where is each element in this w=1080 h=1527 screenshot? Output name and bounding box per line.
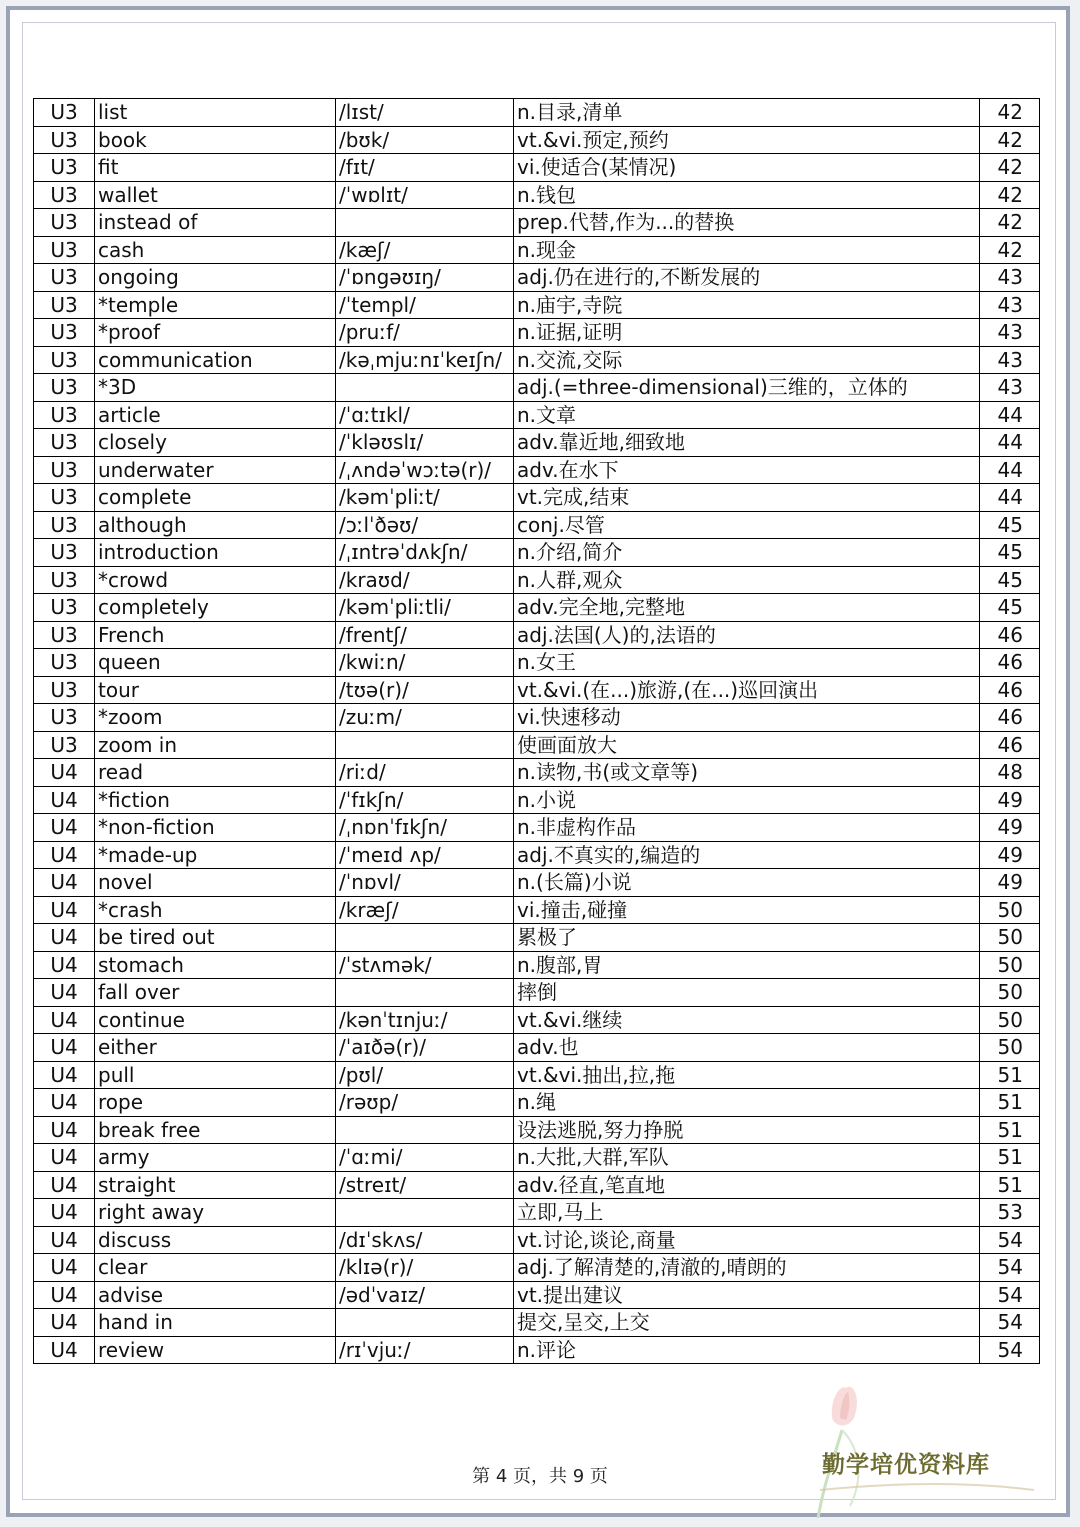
meaning-cell: adv.也 xyxy=(514,1034,980,1062)
word-cell: right away xyxy=(95,1199,336,1227)
table-row xyxy=(34,374,1040,402)
meaning-cell: 摔倒 xyxy=(514,979,980,1007)
meaning-cell: 累极了 xyxy=(514,924,980,952)
phonetic-cell: /kwiːn/ xyxy=(336,649,514,677)
page-cell: 51 xyxy=(980,1171,1040,1199)
phonetic-cell: /dɪˈskʌs/ xyxy=(336,1226,514,1254)
unit-cell: U4 xyxy=(34,841,95,869)
phonetic-cell xyxy=(336,1309,514,1337)
page-cell: 49 xyxy=(980,869,1040,897)
phonetic-cell xyxy=(336,979,514,1007)
meaning-cell: vt.&vi.抽出,拉,拖 xyxy=(514,1061,980,1089)
page-cell: 50 xyxy=(980,1006,1040,1034)
phonetic-cell: /ədˈvaɪz/ xyxy=(336,1281,514,1309)
unit-cell: U4 xyxy=(34,869,95,897)
word-cell: be tired out xyxy=(95,924,336,952)
unit-cell: U3 xyxy=(34,401,95,429)
phonetic-cell: /streɪt/ xyxy=(336,1171,514,1199)
unit-cell: U3 xyxy=(34,594,95,622)
table-row xyxy=(34,456,1040,484)
meaning-cell: adj.法国(人)的,法语的 xyxy=(514,621,980,649)
meaning-cell: vt.完成,结束 xyxy=(514,484,980,512)
word-cell: ongoing xyxy=(95,264,336,292)
watermark-text: 勤学培优资料库 xyxy=(822,1451,990,1478)
word-cell: advise xyxy=(95,1281,336,1309)
meaning-cell: adj.不真实的,编造的 xyxy=(514,841,980,869)
table-row xyxy=(34,484,1040,512)
phonetic-cell: /bʊk/ xyxy=(336,126,514,154)
page-cell: 42 xyxy=(980,181,1040,209)
table-row xyxy=(34,126,1040,154)
phonetic-cell: /ˈɑːmi/ xyxy=(336,1144,514,1172)
word-cell: continue xyxy=(95,1006,336,1034)
unit-cell: U3 xyxy=(34,429,95,457)
word-cell: *fiction xyxy=(95,786,336,814)
meaning-cell: n.证据,证明 xyxy=(514,319,980,347)
page-cell: 49 xyxy=(980,786,1040,814)
unit-cell: U3 xyxy=(34,676,95,704)
phonetic-cell xyxy=(336,731,514,759)
table-row xyxy=(34,1034,1040,1062)
table-row xyxy=(34,566,1040,594)
meaning-cell: adv.径直,笔直地 xyxy=(514,1171,980,1199)
word-cell: introduction xyxy=(95,539,336,567)
meaning-cell: 提交,呈交,上交 xyxy=(514,1309,980,1337)
meaning-cell: adj.了解清楚的,清澈的,晴朗的 xyxy=(514,1254,980,1282)
word-cell: stomach xyxy=(95,951,336,979)
table-row xyxy=(34,814,1040,842)
phonetic-cell: /ˈstʌmək/ xyxy=(336,951,514,979)
phonetic-cell: /ˌnɒnˈfɪkʃn/ xyxy=(336,814,514,842)
meaning-cell: n.人群,观众 xyxy=(514,566,980,594)
table-row xyxy=(34,731,1040,759)
phonetic-cell xyxy=(336,374,514,402)
phonetic-cell: /frentʃ/ xyxy=(336,621,514,649)
unit-cell: U4 xyxy=(34,1199,95,1227)
unit-cell: U4 xyxy=(34,1034,95,1062)
meaning-cell: n.庙宇,寺院 xyxy=(514,291,980,319)
phonetic-cell xyxy=(336,1116,514,1144)
word-cell: fit xyxy=(95,154,336,182)
page-cell: 50 xyxy=(980,896,1040,924)
meaning-cell: adv.完全地,完整地 xyxy=(514,594,980,622)
page-cell: 54 xyxy=(980,1281,1040,1309)
unit-cell: U4 xyxy=(34,1254,95,1282)
word-cell: queen xyxy=(95,649,336,677)
phonetic-cell: /ˈnɒvl/ xyxy=(336,869,514,897)
table-row xyxy=(34,924,1040,952)
unit-cell: U4 xyxy=(34,759,95,787)
unit-cell: U3 xyxy=(34,484,95,512)
page-cell: 44 xyxy=(980,456,1040,484)
table-row xyxy=(34,319,1040,347)
table-row xyxy=(34,979,1040,1007)
table-row xyxy=(34,181,1040,209)
page-cell: 43 xyxy=(980,319,1040,347)
phonetic-cell: /rəʊp/ xyxy=(336,1089,514,1117)
table-row xyxy=(34,346,1040,374)
page-cell: 46 xyxy=(980,649,1040,677)
meaning-cell: vt.&vi.(在...)旅游,(在...)巡回演出 xyxy=(514,676,980,704)
page-cell: 46 xyxy=(980,704,1040,732)
meaning-cell: n.大批,大群,军队 xyxy=(514,1144,980,1172)
page-cell: 43 xyxy=(980,374,1040,402)
page-cell: 44 xyxy=(980,484,1040,512)
unit-cell: U4 xyxy=(34,1281,95,1309)
phonetic-cell: /ɔːlˈðəʊ/ xyxy=(336,511,514,539)
table-row xyxy=(34,951,1040,979)
meaning-cell: 设法逃脱,努力挣脱 xyxy=(514,1116,980,1144)
word-cell: although xyxy=(95,511,336,539)
unit-cell: U4 xyxy=(34,1006,95,1034)
table-row xyxy=(34,621,1040,649)
meaning-cell: adv.在水下 xyxy=(514,456,980,484)
page-cell: 42 xyxy=(980,126,1040,154)
vocabulary-table-body xyxy=(34,99,1040,1364)
phonetic-cell: /ˈɒngəʊɪŋ/ xyxy=(336,264,514,292)
phonetic-cell xyxy=(336,209,514,237)
table-row xyxy=(34,649,1040,677)
page-number-footer: 第 4 页，共 9 页 xyxy=(472,1466,608,1487)
word-cell: zoom in xyxy=(95,731,336,759)
meaning-cell: vt.提出建议 xyxy=(514,1281,980,1309)
word-cell: hand in xyxy=(95,1309,336,1337)
table-row xyxy=(34,759,1040,787)
unit-cell: U3 xyxy=(34,374,95,402)
page-cell: 43 xyxy=(980,264,1040,292)
table-row xyxy=(34,1199,1040,1227)
unit-cell: U3 xyxy=(34,236,95,264)
phonetic-cell: /ˈtempl/ xyxy=(336,291,514,319)
phonetic-cell: /zuːm/ xyxy=(336,704,514,732)
unit-cell: U3 xyxy=(34,649,95,677)
meaning-cell: 使画面放大 xyxy=(514,731,980,759)
phonetic-cell: /kəmˈpliːtli/ xyxy=(336,594,514,622)
meaning-cell: n.读物,书(或文章等) xyxy=(514,759,980,787)
table-row xyxy=(34,209,1040,237)
unit-cell: U4 xyxy=(34,924,95,952)
meaning-cell: n.介绍,简介 xyxy=(514,539,980,567)
meaning-cell: n.小说 xyxy=(514,786,980,814)
unit-cell: U4 xyxy=(34,1089,95,1117)
phonetic-cell xyxy=(336,924,514,952)
page-cell: 42 xyxy=(980,154,1040,182)
meaning-cell: n.文章 xyxy=(514,401,980,429)
meaning-cell: adj.(=three-dimensional)三维的，立体的 xyxy=(514,374,980,402)
word-cell: *zoom xyxy=(95,704,336,732)
phonetic-cell xyxy=(336,1199,514,1227)
page-cell: 51 xyxy=(980,1089,1040,1117)
page-cell: 45 xyxy=(980,539,1040,567)
table-row xyxy=(34,264,1040,292)
word-cell: clear xyxy=(95,1254,336,1282)
meaning-cell: n.非虚构作品 xyxy=(514,814,980,842)
table-row xyxy=(34,869,1040,897)
meaning-cell: n.评论 xyxy=(514,1336,980,1364)
table-row xyxy=(34,1089,1040,1117)
page-cell: 43 xyxy=(980,291,1040,319)
phonetic-cell: /ˈkləʊslɪ/ xyxy=(336,429,514,457)
phonetic-cell: /pruːf/ xyxy=(336,319,514,347)
word-cell: either xyxy=(95,1034,336,1062)
meaning-cell: n.腹部,胃 xyxy=(514,951,980,979)
table-row xyxy=(34,1006,1040,1034)
unit-cell: U4 xyxy=(34,951,95,979)
word-cell: fall over xyxy=(95,979,336,1007)
phonetic-cell: /kraʊd/ xyxy=(336,566,514,594)
table-row xyxy=(34,1144,1040,1172)
meaning-cell: n.现金 xyxy=(514,236,980,264)
page-cell: 49 xyxy=(980,814,1040,842)
page-cell: 51 xyxy=(980,1061,1040,1089)
word-cell: communication xyxy=(95,346,336,374)
table-row xyxy=(34,1226,1040,1254)
table-row xyxy=(34,1254,1040,1282)
word-cell: novel xyxy=(95,869,336,897)
phonetic-cell: /klɪə(r)/ xyxy=(336,1254,514,1282)
page-cell: 51 xyxy=(980,1144,1040,1172)
phonetic-cell: /ˈwɒlɪt/ xyxy=(336,181,514,209)
page-cell: 43 xyxy=(980,346,1040,374)
page-cell: 54 xyxy=(980,1336,1040,1364)
page-cell: 49 xyxy=(980,841,1040,869)
unit-cell: U3 xyxy=(34,99,95,127)
word-cell: *3D xyxy=(95,374,336,402)
phonetic-cell: /ˈaɪðə(r)/ xyxy=(336,1034,514,1062)
word-cell: *crash xyxy=(95,896,336,924)
page-cell: 50 xyxy=(980,1034,1040,1062)
word-cell: *made-up xyxy=(95,841,336,869)
word-cell: tour xyxy=(95,676,336,704)
table-row xyxy=(34,704,1040,732)
unit-cell: U3 xyxy=(34,511,95,539)
vocabulary-table xyxy=(33,98,1040,1364)
unit-cell: U3 xyxy=(34,704,95,732)
table-row xyxy=(34,1281,1040,1309)
word-cell: list xyxy=(95,99,336,127)
unit-cell: U3 xyxy=(34,566,95,594)
word-cell: instead of xyxy=(95,209,336,237)
page-cell: 45 xyxy=(980,511,1040,539)
word-cell: *proof xyxy=(95,319,336,347)
word-cell: completely xyxy=(95,594,336,622)
table-row xyxy=(34,1061,1040,1089)
phonetic-cell: /kræʃ/ xyxy=(336,896,514,924)
page-cell: 45 xyxy=(980,594,1040,622)
unit-cell: U4 xyxy=(34,1116,95,1144)
phonetic-cell: /kəmˈpliːt/ xyxy=(336,484,514,512)
word-cell: pull xyxy=(95,1061,336,1089)
word-cell: *crowd xyxy=(95,566,336,594)
phonetic-cell: /ˈfɪkʃn/ xyxy=(336,786,514,814)
unit-cell: U4 xyxy=(34,1061,95,1089)
meaning-cell: conj.尽管 xyxy=(514,511,980,539)
phonetic-cell: /ˈmeɪd ʌp/ xyxy=(336,841,514,869)
table-row xyxy=(34,236,1040,264)
unit-cell: U4 xyxy=(34,1309,95,1337)
phonetic-cell: /rɪˈvjuː/ xyxy=(336,1336,514,1364)
table-row xyxy=(34,1171,1040,1199)
meaning-cell: n.女王 xyxy=(514,649,980,677)
unit-cell: U4 xyxy=(34,786,95,814)
table-row xyxy=(34,291,1040,319)
page-cell: 46 xyxy=(980,676,1040,704)
unit-cell: U4 xyxy=(34,896,95,924)
table-row xyxy=(34,896,1040,924)
page-cell: 54 xyxy=(980,1226,1040,1254)
table-row xyxy=(34,786,1040,814)
table-row xyxy=(34,1336,1040,1364)
unit-cell: U3 xyxy=(34,154,95,182)
phonetic-cell: /kənˈtɪnjuː/ xyxy=(336,1006,514,1034)
unit-cell: U3 xyxy=(34,264,95,292)
meaning-cell: adj.仍在进行的,不断发展的 xyxy=(514,264,980,292)
phonetic-cell: /fɪt/ xyxy=(336,154,514,182)
phonetic-cell: /ˌɪntrəˈdʌkʃn/ xyxy=(336,539,514,567)
meaning-cell: n.交流,交际 xyxy=(514,346,980,374)
meaning-cell: adv.靠近地,细致地 xyxy=(514,429,980,457)
meaning-cell: n.目录,清单 xyxy=(514,99,980,127)
phonetic-cell: /ˌʌndəˈwɔːtə(r)/ xyxy=(336,456,514,484)
word-cell: article xyxy=(95,401,336,429)
meaning-cell: n.钱包 xyxy=(514,181,980,209)
word-cell: discuss xyxy=(95,1226,336,1254)
unit-cell: U4 xyxy=(34,814,95,842)
unit-cell: U4 xyxy=(34,1226,95,1254)
unit-cell: U3 xyxy=(34,126,95,154)
word-cell: *non-fiction xyxy=(95,814,336,842)
meaning-cell: vt.&vi.预定,预约 xyxy=(514,126,980,154)
unit-cell: U4 xyxy=(34,1171,95,1199)
page-cell: 46 xyxy=(980,621,1040,649)
unit-cell: U3 xyxy=(34,731,95,759)
page-cell: 50 xyxy=(980,924,1040,952)
unit-cell: U4 xyxy=(34,979,95,1007)
table-row xyxy=(34,539,1040,567)
page-cell: 54 xyxy=(980,1309,1040,1337)
table-row xyxy=(34,429,1040,457)
word-cell: underwater xyxy=(95,456,336,484)
table-row xyxy=(34,401,1040,429)
word-cell: rope xyxy=(95,1089,336,1117)
meaning-cell: vi.使适合(某情况) xyxy=(514,154,980,182)
page-cell: 54 xyxy=(980,1254,1040,1282)
meaning-cell: n.绳 xyxy=(514,1089,980,1117)
unit-cell: U4 xyxy=(34,1336,95,1364)
page-cell: 45 xyxy=(980,566,1040,594)
phonetic-cell: /tʊə(r)/ xyxy=(336,676,514,704)
table-row xyxy=(34,841,1040,869)
unit-cell: U4 xyxy=(34,1144,95,1172)
unit-cell: U3 xyxy=(34,346,95,374)
table-row xyxy=(34,154,1040,182)
table-row xyxy=(34,511,1040,539)
word-cell: straight xyxy=(95,1171,336,1199)
word-cell: army xyxy=(95,1144,336,1172)
page-cell: 42 xyxy=(980,236,1040,264)
page-cell: 46 xyxy=(980,731,1040,759)
meaning-cell: vi.撞击,碰撞 xyxy=(514,896,980,924)
page-cell: 50 xyxy=(980,951,1040,979)
page-cell: 42 xyxy=(980,209,1040,237)
unit-cell: U3 xyxy=(34,209,95,237)
phonetic-cell: /pʊl/ xyxy=(336,1061,514,1089)
phonetic-cell: /ˈɑːtɪkl/ xyxy=(336,401,514,429)
phonetic-cell: /kæʃ/ xyxy=(336,236,514,264)
unit-cell: U3 xyxy=(34,621,95,649)
page-cell: 53 xyxy=(980,1199,1040,1227)
table-row xyxy=(34,676,1040,704)
meaning-cell: vi.快速移动 xyxy=(514,704,980,732)
word-cell: *temple xyxy=(95,291,336,319)
word-cell: wallet xyxy=(95,181,336,209)
page-cell: 44 xyxy=(980,429,1040,457)
meaning-cell: vt.讨论,谈论,商量 xyxy=(514,1226,980,1254)
phonetic-cell: /riːd/ xyxy=(336,759,514,787)
word-cell: complete xyxy=(95,484,336,512)
unit-cell: U3 xyxy=(34,181,95,209)
word-cell: French xyxy=(95,621,336,649)
table-row xyxy=(34,99,1040,127)
meaning-cell: n.(长篇)小说 xyxy=(514,869,980,897)
table-row xyxy=(34,594,1040,622)
page-cell: 51 xyxy=(980,1116,1040,1144)
meaning-cell: 立即,马上 xyxy=(514,1199,980,1227)
phonetic-cell: /kəˌmjuːnɪˈkeɪʃn/ xyxy=(336,346,514,374)
word-cell: review xyxy=(95,1336,336,1364)
word-cell: read xyxy=(95,759,336,787)
unit-cell: U3 xyxy=(34,291,95,319)
phonetic-cell: /lɪst/ xyxy=(336,99,514,127)
page-cell: 50 xyxy=(980,979,1040,1007)
unit-cell: U3 xyxy=(34,539,95,567)
word-cell: closely xyxy=(95,429,336,457)
meaning-cell: vt.&vi.继续 xyxy=(514,1006,980,1034)
page-cell: 42 xyxy=(980,99,1040,127)
page-cell: 48 xyxy=(980,759,1040,787)
word-cell: book xyxy=(95,126,336,154)
unit-cell: U3 xyxy=(34,319,95,347)
meaning-cell: prep.代替,作为...的替换 xyxy=(514,209,980,237)
unit-cell: U3 xyxy=(34,456,95,484)
word-cell: cash xyxy=(95,236,336,264)
table-row xyxy=(34,1116,1040,1144)
word-cell: break free xyxy=(95,1116,336,1144)
page-cell: 44 xyxy=(980,401,1040,429)
table-row xyxy=(34,1309,1040,1337)
